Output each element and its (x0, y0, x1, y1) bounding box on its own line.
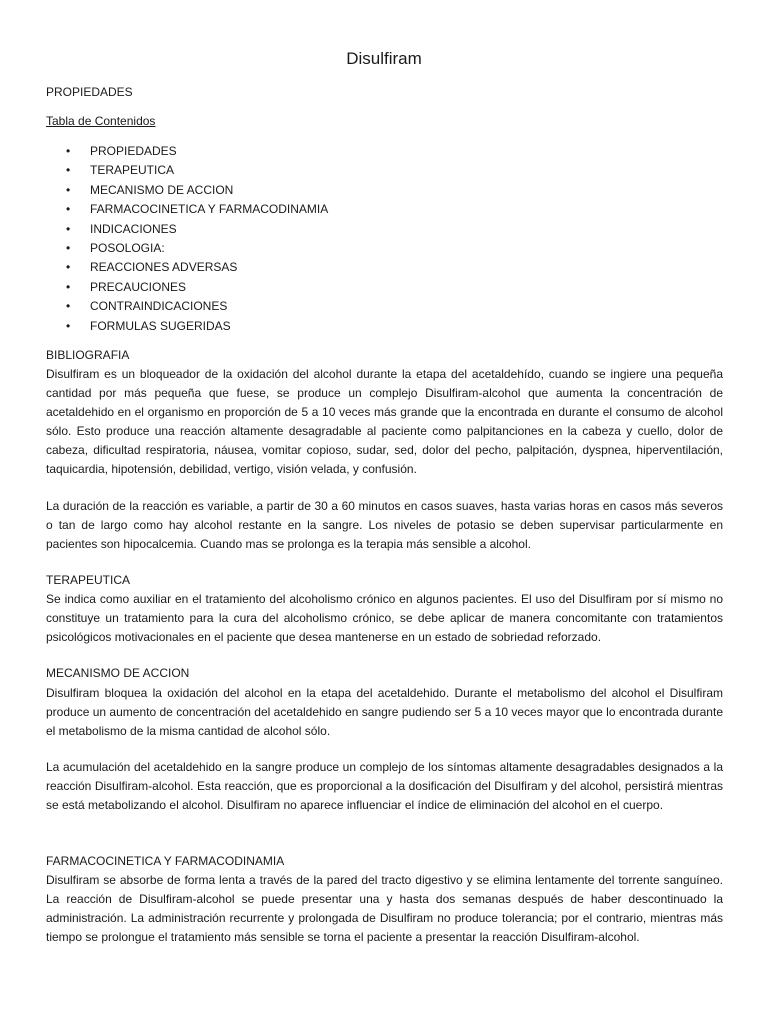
bullet-icon: • (66, 221, 71, 236)
mecanismo-heading: MECANISMO DE ACCION (46, 666, 190, 680)
bibliografia-heading: BIBLIOGRAFIA (46, 348, 130, 362)
toc-item: • MECANISMO DE ACCION (46, 181, 328, 200)
toc-item: • INDICACIONES (46, 220, 328, 239)
toc-item: • PROPIEDADES (46, 142, 328, 161)
toc-item: • PRECAUCIONES (46, 278, 328, 297)
bibliografia-paragraph-1: Disulfiram es un bloqueador de la oxidación del alcohol durante la etapa del acetaldehído, cuando se ingiere una pequeña cantidad por más pequeña que fuese, se produce un complejo Disulfiram-alcohol que aumenta la concentración de acetaldehido en el organismo en proporción de 5 a 10 veces más grande que la encontrada en durante el consumo de alcohol sólo. Esto produce una reacción altamente desagradable al paciente como palpitanciones en la cabeza y cuello, dolor de cabeza, dificultad respiratoria, náusea, vomitar copioso, sudar, sed, dolor del pecho, palpitación, dyspnea, hiperventilación, taquicardia, hipotensión, debilidad, vertigo, visión velada, y confusión. (46, 367, 723, 476)
bullet-icon: • (66, 318, 71, 333)
toc-title: Tabla de Contenidos (46, 114, 156, 128)
bullet-icon: • (66, 182, 71, 197)
terapeutica-paragraph: Se indica como auxiliar en el tratamiento del alcoholismo crónico en algunos pacientes. El uso del Disulfiram por sí mismo no constituye un tratamiento para la cura del alcoholismo crónico, se debe aplicar de manera concomitante con tratamientos psicológicos motivacionales en el paciente que desea mantenerse en un estado de sobriedad reforzado. (46, 592, 723, 644)
farmaco-paragraph: Disulfiram se absorbe de forma lenta a través de la pared del tracto digestivo y se elimina lentamente del torrente sanguíneo. La reacción de Disulfiram-alcohol se puede presentar una y hasta dos semanas después de haber descontinuado la administración. La administración recurrente y prolongada de Disulfiram no produce tolerancia; por el contrario, mientras más tiempo se prolongue el tratamiento más sensible se torna el paciente a presentar la reacción Disulfiram-alcohol. (46, 873, 723, 944)
bullet-icon: • (66, 260, 71, 275)
terapeutica-heading: TERAPEUTICA (46, 573, 131, 587)
toc-item: • FARMACOCINETICA Y FARMACODINAMIA (46, 200, 328, 219)
toc-item: • FORMULAS SUGERIDAS (46, 317, 328, 336)
toc-item: • TERAPEUTICA (46, 161, 328, 180)
bullet-icon: • (66, 144, 71, 158)
bullet-icon: • (66, 202, 71, 217)
toc-item: • CONTRAINDICACIONES (46, 297, 328, 316)
bibliografia-paragraph-2: La duración de la reacción es variable, a partir de 30 a 60 minutos en casos suaves, hasta varias horas en casos más severos o tan de largo como hay alcohol restante en la sangre. Los niveles de potasio se deben supervisar particularmente en pacientes son hipocalcemia. Cuando mas se prolonga es la terapia más sensible a alcohol. (46, 499, 723, 551)
toc-item: • REACCIONES ADVERSAS (46, 258, 328, 277)
bullet-icon: • (66, 241, 71, 256)
document-title: Disulfiram (346, 49, 422, 68)
toc-item: • POSOLOGIA: (46, 239, 328, 258)
mecanismo-paragraph-1: Disulfiram bloquea la oxidación del alcohol en la etapa del acetaldehido. Durante el metabolismo del alcohol el Disulfiram produce un aumento de concentración del acetaldehido en sangre pudiendo ser 5 a 10 veces mayor que lo encontrada durante el metabolismo de la misma cantidad de alcohol sólo. (46, 686, 723, 738)
bullet-icon: • (66, 163, 71, 178)
farmaco-heading: FARMACOCINETICA Y FARMACODINAMIA (46, 854, 285, 868)
bullet-icon: • (66, 299, 71, 314)
bullet-icon: • (66, 279, 71, 294)
toc-list (46, 142, 328, 336)
intro-heading: PROPIEDADES (46, 85, 133, 99)
mecanismo-paragraph-2: La acumulación del acetaldehido en la sangre produce un complejo de los síntomas altamente desagradables designados a la reacción Disulfiram-alcohol. Esta reacción, que es proporcional a la dosificación del Disulfiram y del alcohol, persistirá mientras se está metabolizando el alcohol. Disulfiram no aparece influenciar el índice de eliminación del alcohol en el cuerpo. (46, 760, 723, 812)
